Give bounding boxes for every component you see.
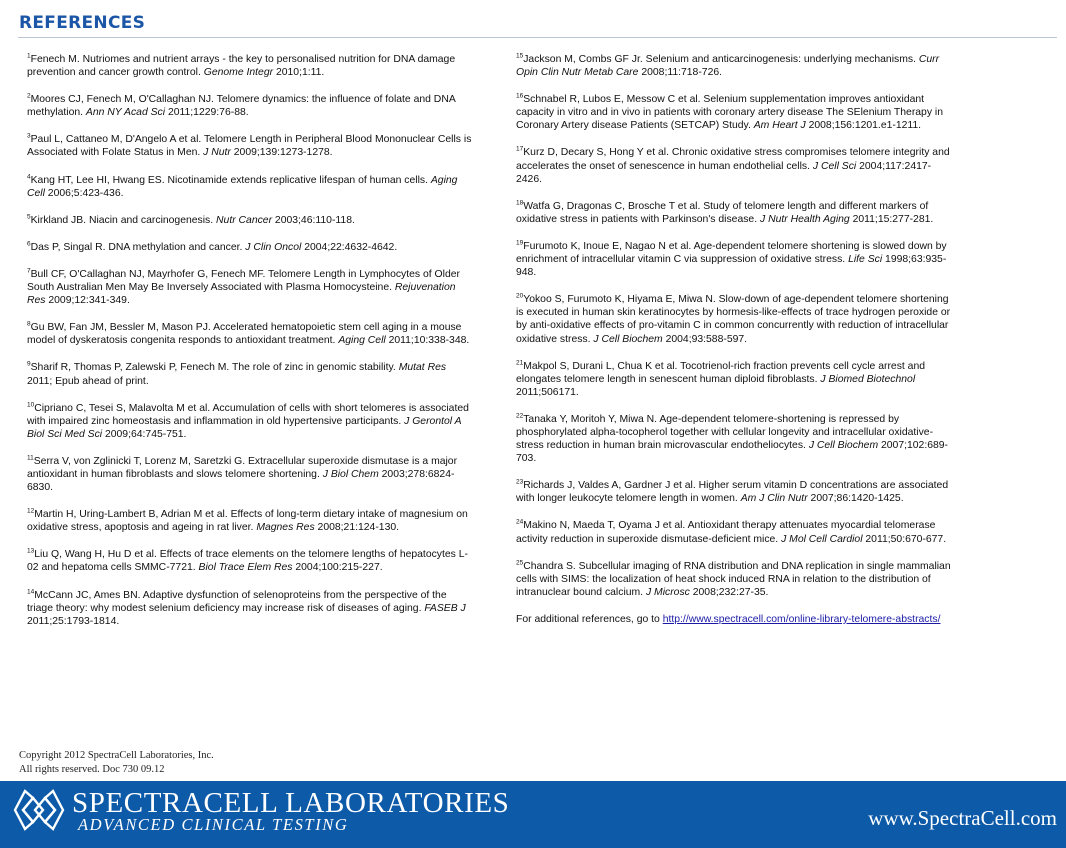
- reference-item: $^{24}$Makino N, Maeda T, Oyama J et al. Antioxidant therapy attenuates myocardial telomerase activity reduction in superoxide dismutase-deficient mice. J Mol Cell Cardiol 2011;50:670-677.: [516, 518, 947, 545]
- reference-item: $^{16}$Schnabel R, Lubos E, Messow C et al. Selenium supplementation improves antioxidant capacity in vitro and in vivo in patients with coronary artery disease The SElenium Therapy in Coronary Artery disease Patients (SETCAP) Study. Am Heart J 2008;156:1201.e1-1211.: [516, 92, 944, 132]
- reference-item: $^5$Kirkland JB. Niacin and carcinogenesis. Nutr Cancer 2003;46:110-118.: [27, 213, 355, 226]
- footer-banner: [0, 781, 1066, 848]
- reference-item: $^{21}$Makpol S, Durani L, Chua K et al. Tocotrienol-rich fraction prevents cell cycle arrest and elongates telomere length in senescent human diploid fibroblasts. J Biomed Biotechnol 2011;506171.: [516, 359, 925, 398]
- reference-item: $^1$Fenech M. Nutriomes and nutrient arrays - the key to personalised nutrition for DNA damage prevention and cancer growth control. Genome Integr 2010;1:11.: [27, 52, 456, 79]
- reference-item: $^{19}$Furumoto K, Inoue E, Nagao N et al. Age-dependent telomere shortening is slowed down by enrichment of intracellular vitamin C via suppression of oxidative stress. Life Sci 1998;63:935-948.: [516, 239, 947, 279]
- brand-name: SPECTRACELL LABORATORIES: [72, 787, 510, 819]
- reference-item: $^{25}$Chandra S. Subcellular imaging of RNA distribution and DNA replication in single mammalian cells with SIMS: the localization of heat shock induced RNA in relation to the distribution of intranuclear bound calcium. J Microsc 2008;232:27-35.: [516, 559, 951, 598]
- reference-item: $^{23}$Richards J, Valdes A, Gardner J et al. Higher serum vitamin D concentrations are associated with longer leukocyte telomere length in women. Am J Clin Nutr 2007;86:1420-1425.: [516, 478, 949, 505]
- reference-item: $^{20}$Yokoo S, Furumoto K, Hiyama E, Miwa N. Slow-down of age-dependent telomere shortening is executed in human skin keratinocytes by hormesis-like-effects of trace hydrogen peroxide or by anti-oxidative effects of pro-vitamin C in common concurrently with reduction of intracellular oxidative stress. J Cell Biochem 2004;93:588-597.: [516, 292, 951, 345]
- copyright-line: Copyright 2012 SpectraCell Laboratories, Inc.: [19, 750, 214, 761]
- spectracell-diamond-logo-icon: [9, 787, 69, 833]
- website-url: www.SpectraCell.com: [868, 806, 1057, 830]
- reference-item: $^{15}$Jackson M, Combs GF Jr. Selenium and anticarcinogenesis: underlying mechanisms. Curr Opin Clin Nutr Metab Care 2008;11:718-726.: [516, 52, 940, 79]
- brand-tagline: ADVANCED CLINICAL TESTING: [78, 815, 349, 834]
- page-title: REFERENCES: [19, 13, 146, 33]
- references-column-right: [516, 53, 956, 626]
- reference-item: $^8$Gu BW, Fan JM, Bessler M, Mason PJ. Accelerated hematopoietic stem cell aging in a mouse model of dyskeratosis congenita responds to antioxidant treatment. Aging Cell 2011;10:338-348.: [27, 320, 470, 347]
- additional-references-link[interactable]: http://www.spectracell.com/online-library-telomere-abstracts/: [662, 613, 941, 625]
- reference-item: $^4$Kang HT, Lee HI, Hwang ES. Nicotinamide extends replicative lifespan of human cells. Aging Cell 2006;5:423-436.: [27, 173, 458, 199]
- reference-item: $^7$Bull CF, O'Callaghan NJ, Mayrhofer G, Fenech MF. Telomere Length in Lymphocytes of Older South Australian Men May Be Inversely Associated with Plasma Homocysteine. Rejuvenation Res 2009;12:341-349.: [27, 267, 460, 307]
- copyright-notice: [19, 749, 214, 776]
- reference-item: $^2$Moores CJ, Fenech M, O'Callaghan NJ. Telomere dynamics: the influence of folate and DNA methylation. Ann NY Acad Sci 2011;1229:76-88.: [27, 92, 456, 119]
- reference-item: $^{12}$Martin H, Uring-Lambert B, Adrian M et al. Effects of long-term dietary intake of magnesium on oxidative stress, apoptosis and ageing in rat liver. Magnes Res 2008;21:124-130.: [27, 507, 468, 534]
- reference-item: $^6$Das P, Singal R. DNA methylation and cancer. J Clin Oncol 2004;22:4632-4642.: [27, 240, 398, 253]
- reference-item: $^3$Paul L, Cattaneo M, D'Angelo A et al. Telomere Length in Peripheral Blood Mononuclear Cells is Associated with Folate Status in Men. J Nutr 2009;139:1273-1278.: [27, 132, 472, 159]
- reference-item: $^{13}$Liu Q, Wang H, Hu D et al. Effects of trace elements on the telomere lengths of hepatocytes L-02 and hepatoma cells SMMC-7721. Biol Trace Elem Res 2004;100:215-227.: [27, 547, 468, 574]
- references-column-left: [27, 53, 472, 642]
- reference-item: $^{17}$Kurz D, Decary S, Hong Y et al. Chronic oxidative stress compromises telomere integrity and accelerates the onset of senescence in human endothelial cells. J Cell Sci 2004;117:2417-2426.: [516, 146, 950, 185]
- reference-item: $^{10}$Cipriano C, Tesei S, Malavolta M et al. Accumulation of cells with short telomeres is associated with impaired zinc homeostasis and inflammation in old hypertensive participants. J Gerontol A Biol Sci Med Sci 2009;64:745-751.: [27, 401, 469, 440]
- rights-line: All rights reserved. Doc 730 09.12: [19, 763, 165, 775]
- reference-item: $^9$Sharif R, Thomas P, Zalewski P, Fenech M. The role of zinc in genomic stability. Mutat Res 2011; Epub ahead of print.: [27, 360, 447, 387]
- additional-references: For additional references, go to http://www.spectracell.com/online-library-telomere-abstracts/: [516, 613, 941, 625]
- reference-item: $^{18}$Watfa G, Dragonas C, Brosche T et al. Study of telomere length and different markers of oxidative stress in patients with Parkinson's disease. J Nutr Health Aging 2011;15:277-281.: [516, 199, 934, 225]
- reference-item: $^{11}$Serra V, von Zglinicki T, Lorenz M, Saretzki G. Extracellular superoxide dismutase is a major antioxidant in human fibroblasts and slows telomere shortening. J Biol Chem 2003;278:6824-6830.: [27, 454, 458, 494]
- reference-item: $^{22}$Tanaka Y, Moritoh Y, Miwa N. Age-dependent telomere-shortening is repressed by phosphorylated alpha-tocopherol together with cellular longevity and intracellular oxidative-stress reduction in human brain microvascular endotheliocytes. J Cell Biochem 2007;102:689-703.: [516, 412, 949, 465]
- heading-divider: [18, 37, 1057, 38]
- reference-item: $^{14}$McCann JC, Ames BN. Adaptive dysfunction of selenoproteins from the perspective of the triage theory: why modest selenium deficiency may increase risk of diseases of aging. FASEB J 2011;25:1793-1814.: [27, 588, 466, 627]
